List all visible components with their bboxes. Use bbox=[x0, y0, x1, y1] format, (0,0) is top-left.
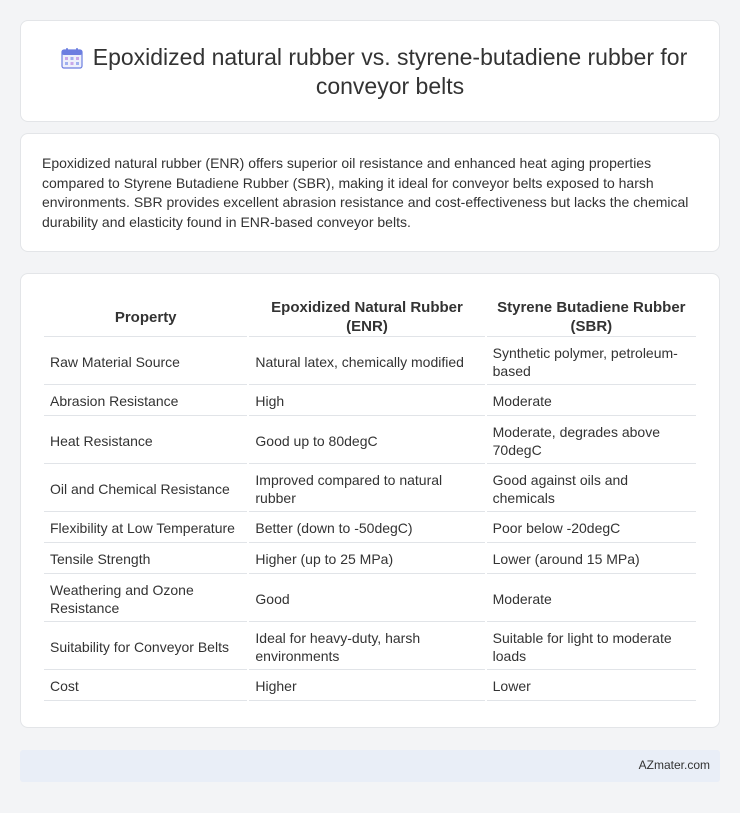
property-cell: Raw Material Source bbox=[44, 339, 247, 385]
header-sbr: Styrene Butadiene Rubber (SBR) bbox=[487, 296, 696, 337]
sbr-cell: Synthetic polymer, petroleum-based bbox=[487, 339, 696, 385]
enr-cell: Good bbox=[249, 576, 484, 622]
property-cell: Abrasion Resistance bbox=[44, 387, 247, 416]
enr-cell: Good up to 80degC bbox=[249, 418, 484, 464]
header-property: Property bbox=[44, 296, 247, 337]
header-enr: Epoxidized Natural Rubber (ENR) bbox=[249, 296, 484, 337]
comparison-table-card bbox=[20, 273, 720, 728]
enr-cell: Ideal for heavy-duty, harsh environments bbox=[249, 624, 484, 670]
page-title: Epoxidized natural rubber vs. styrene-butadiene rubber for conveyor belts bbox=[92, 44, 688, 99]
comparison-table bbox=[42, 294, 698, 703]
sbr-cell: Moderate, degrades above 70degC bbox=[487, 418, 696, 464]
property-cell: Flexibility at Low Temperature bbox=[44, 514, 247, 543]
footer-bar bbox=[20, 750, 720, 782]
table-row bbox=[44, 672, 696, 701]
property-cell: Cost bbox=[44, 672, 247, 701]
enr-cell: Higher bbox=[249, 672, 484, 701]
table-row bbox=[44, 624, 696, 670]
table-row bbox=[44, 514, 696, 543]
sbr-cell: Lower (around 15 MPa) bbox=[487, 545, 696, 574]
enr-cell: High bbox=[249, 387, 484, 416]
summary-card bbox=[20, 133, 720, 252]
table-row bbox=[44, 545, 696, 574]
table-row bbox=[44, 466, 696, 512]
table-header-row bbox=[44, 296, 696, 337]
sbr-cell: Poor below -20degC bbox=[487, 514, 696, 543]
enr-cell: Better (down to -50degC) bbox=[249, 514, 484, 543]
property-cell: Tensile Strength bbox=[44, 545, 247, 574]
table-row bbox=[44, 339, 696, 385]
sbr-cell: Lower bbox=[487, 672, 696, 701]
property-cell: Heat Resistance bbox=[44, 418, 247, 464]
footer-site-link[interactable]: AZmater.com bbox=[638, 758, 710, 772]
enr-cell: Natural latex, chemically modified bbox=[249, 339, 484, 385]
sbr-cell: Moderate bbox=[487, 576, 696, 622]
property-cell: Oil and Chemical Resistance bbox=[44, 466, 247, 512]
enr-cell: Higher (up to 25 MPa) bbox=[249, 545, 484, 574]
table-row bbox=[44, 387, 696, 416]
title-card bbox=[20, 20, 720, 122]
sbr-cell: Suitable for light to moderate loads bbox=[487, 624, 696, 670]
enr-cell: Improved compared to natural rubber bbox=[249, 466, 484, 512]
sbr-cell: Moderate bbox=[487, 387, 696, 416]
sbr-cell: Good against oils and chemicals bbox=[487, 466, 696, 512]
table-row bbox=[44, 418, 696, 464]
summary-text: Epoxidized natural rubber (ENR) offers superior oil resistance and enhanced heat aging properties compared to Styrene Butadiene Rubber (SBR), making it ideal for conveyor belts exposed to harsh environments. SBR provides excellent abrasion resistance and cost-effectiveness but lacks the chemical durability and elasticity found in ENR-based conveyor belts. bbox=[42, 155, 689, 230]
property-cell: Weathering and Ozone Resistance bbox=[44, 576, 247, 622]
property-cell: Suitability for Conveyor Belts bbox=[44, 624, 247, 670]
table-row bbox=[44, 576, 696, 622]
